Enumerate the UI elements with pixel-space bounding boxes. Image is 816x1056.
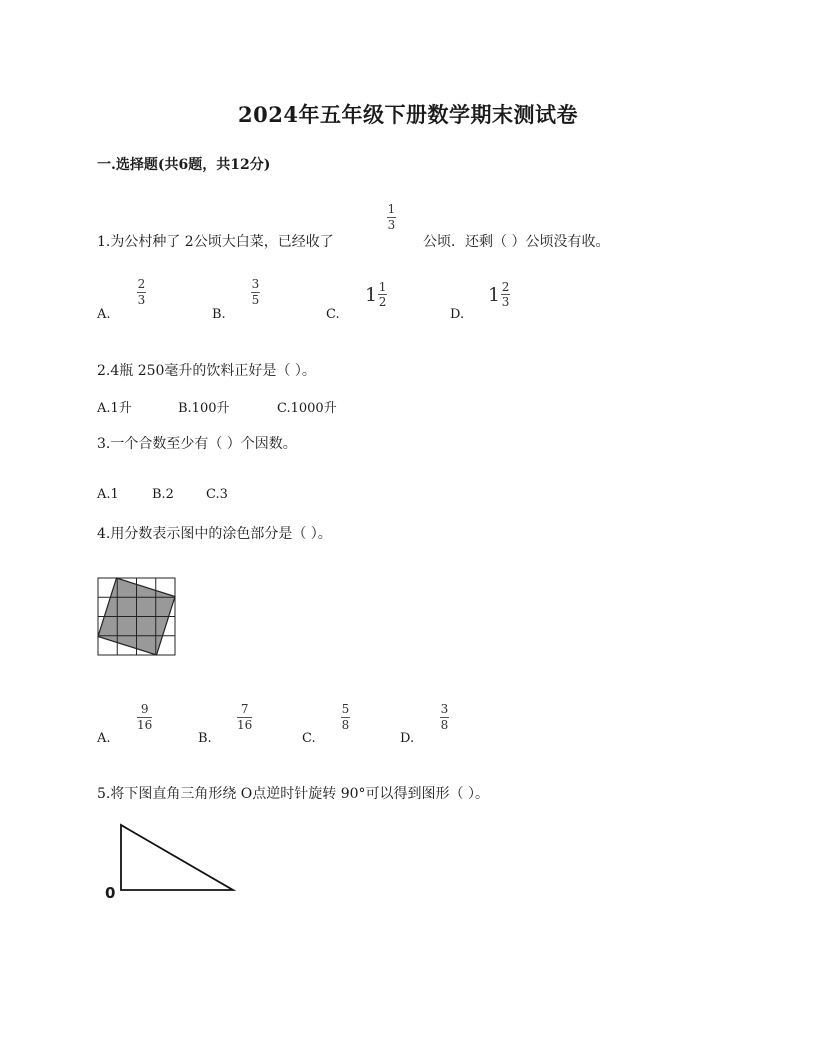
- question-1-fraction: [387, 203, 396, 232]
- q3-option-c[interactable]: C.3: [206, 487, 228, 502]
- fraction-denominator: 8: [440, 718, 449, 732]
- q4-option-d-fraction: [440, 703, 449, 732]
- question-1-text-after: 公顷．还剩（ ）公顷没有收。: [423, 234, 610, 250]
- mixed-whole: 1: [365, 283, 378, 306]
- q1-option-a-label[interactable]: A.: [97, 307, 111, 322]
- q2-option-b[interactable]: B.100升: [178, 401, 230, 416]
- question-1-text-before: 1.为公村种了 2公顷大白菜，已经收了: [97, 234, 334, 250]
- fraction-denominator: 5: [251, 293, 260, 307]
- q2-option-c[interactable]: C.1000升: [277, 401, 337, 416]
- mixed-fraction: [378, 281, 387, 308]
- fraction-denominator: 3: [501, 295, 510, 309]
- question-2-text: 2.4瓶 250毫升的饮料正好是（ ）。: [97, 363, 316, 379]
- question-5-text: 5.将下图直角三角形绕 O点逆时针旋转 90°可以得到图形（ ）。: [97, 786, 489, 802]
- point-o-label: 0: [105, 884, 116, 902]
- fraction-denominator: 2: [378, 295, 387, 309]
- q1-option-b-fraction: [251, 278, 260, 307]
- right-triangle: [121, 825, 233, 890]
- q1-option-c-label[interactable]: C.: [326, 307, 340, 322]
- q1-option-b-label[interactable]: B.: [212, 307, 226, 322]
- q3-option-b[interactable]: B.2: [152, 487, 174, 502]
- fraction-numerator: 3: [251, 277, 260, 291]
- q2-option-a[interactable]: A.1升: [97, 401, 132, 416]
- page-title: 2024年五年级下册数学期末测试卷: [238, 102, 578, 127]
- fraction-numerator: 5: [341, 702, 350, 716]
- q4-option-a-fraction: [137, 703, 152, 732]
- fraction-numerator: 1: [378, 280, 387, 294]
- q4-option-c-label[interactable]: C.: [302, 731, 316, 746]
- right-triangle-figure: [115, 820, 240, 895]
- grid-lines: [98, 578, 175, 655]
- question-3-text: 3.一个合数至少有（ ）个因数。: [97, 436, 297, 452]
- q1-option-c-mixed-number: [365, 281, 387, 308]
- fraction-denominator: 3: [387, 218, 396, 232]
- q4-option-b-fraction: [237, 703, 252, 732]
- q1-option-a-fraction: [137, 278, 146, 307]
- q4-option-d-label[interactable]: D.: [400, 731, 415, 746]
- fraction-numerator: 1: [387, 202, 396, 216]
- q1-option-d-label[interactable]: D.: [450, 307, 465, 322]
- mixed-fraction: [501, 281, 510, 308]
- mixed-whole: 1: [488, 283, 501, 306]
- fraction-numerator: 9: [140, 702, 149, 716]
- fraction-numerator: 2: [501, 280, 510, 294]
- fraction-denominator: 16: [237, 718, 253, 732]
- fraction-denominator: 8: [341, 718, 350, 732]
- q3-option-a[interactable]: A.1: [97, 487, 119, 502]
- question-4-text: 4.用分数表示图中的涂色部分是（ ）。: [97, 526, 332, 542]
- q4-option-a-label[interactable]: A.: [97, 731, 111, 746]
- fraction-denominator: 3: [137, 293, 146, 307]
- q1-option-d-mixed-number: [488, 281, 510, 308]
- shaded-square-grid-figure: [97, 577, 176, 656]
- q4-option-b-label[interactable]: B.: [198, 731, 212, 746]
- q4-option-c-fraction: [341, 703, 350, 732]
- section-heading: 一.选择题(共6题，共12分): [97, 157, 271, 173]
- fraction-denominator: 16: [137, 718, 153, 732]
- fraction-numerator: 7: [240, 702, 249, 716]
- fraction-numerator: 3: [440, 702, 449, 716]
- fraction-numerator: 2: [137, 277, 146, 291]
